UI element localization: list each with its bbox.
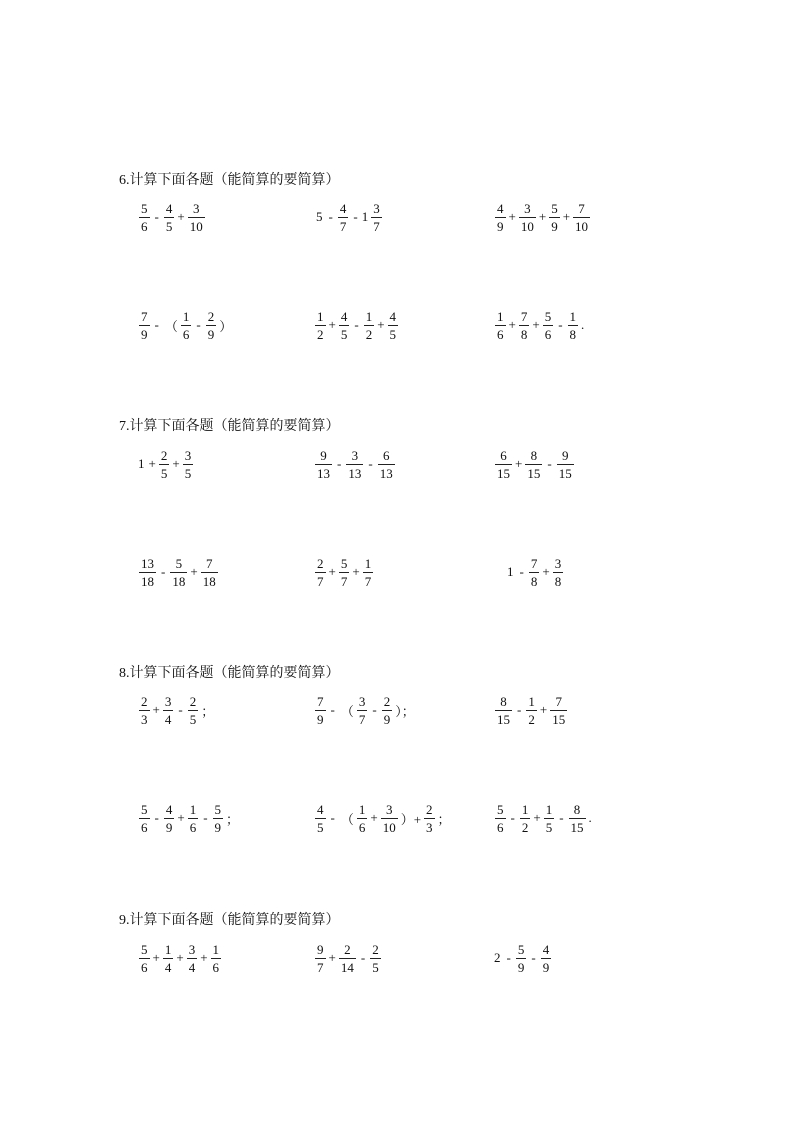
question-title: 计算下面各题（能简算的要简算） [129,665,340,681]
denominator: 6 [358,819,366,835]
denominator: 8 [554,573,562,589]
operator: - [330,810,335,825]
denominator: 5 [340,326,348,342]
denominator: 7 [317,959,324,975]
operator: . [581,317,585,332]
fraction [314,802,327,835]
numerator: 7 [530,555,538,571]
operator: - [178,702,183,717]
math-expression [494,691,568,729]
operator: - [510,810,515,825]
denominator: 15 [570,819,584,835]
math-expression [314,799,453,837]
math-expression [494,445,575,483]
denominator: 15 [497,711,510,727]
fraction [387,309,400,342]
numerator: 2 [141,693,148,709]
operator: + [152,950,160,965]
section-heading [119,171,340,190]
numerator: 4 [165,200,173,216]
denominator: 9 [317,711,324,727]
math-expression [138,939,222,977]
numerator: 13 [141,555,154,571]
math-expression [138,799,241,837]
denominator: 18 [141,573,154,589]
denominator: 9 [551,218,558,234]
denominator: 9 [497,218,504,234]
denominator: 13 [348,465,362,481]
fraction [314,556,327,589]
numerator: 5 [141,801,148,817]
fraction [163,201,176,234]
fraction [200,556,219,589]
operator: + [508,209,516,224]
math-expression [138,691,216,729]
numerator: 1 [569,308,577,324]
math-expression [138,306,234,344]
numerator: 7 [520,308,528,324]
numerator: 7 [550,694,567,711]
numerator: 5 [497,801,504,817]
operator: + [538,209,547,224]
operator: - [161,564,166,579]
numerator: 2 [317,555,324,571]
fraction [494,201,507,234]
numerator: 3 [188,201,205,218]
math-expression [507,553,564,591]
fraction [163,802,176,835]
numerator: 1 [317,308,324,324]
math-expression [316,198,383,236]
operator: - [154,209,159,224]
denominator: 4 [164,711,172,727]
denominator: 9 [141,326,148,342]
numerator: 2 [426,801,433,817]
denominator: 6 [544,326,552,342]
numerator: 1 [365,308,373,324]
math-expression [138,198,206,236]
math-expression [314,306,399,344]
fraction [494,309,507,342]
denominator: 9 [383,711,391,727]
question-number: 7. [119,419,130,434]
operator: - [203,810,208,825]
fraction [138,201,151,234]
numerator: 1 [182,308,190,324]
fraction [162,942,175,975]
mixed-number [362,201,383,234]
operator: + [328,564,336,579]
operator: - [196,317,201,332]
denominator: 4 [188,959,196,975]
numerator: 4 [339,200,347,216]
denominator: 5 [317,819,324,835]
numerator: 2 [207,308,215,324]
numerator: 5 [214,801,222,817]
denominator: 10 [520,218,534,234]
integer: 2 [494,950,501,965]
denominator: 9 [214,819,222,835]
fraction [337,201,350,234]
operator: + [177,209,185,224]
fraction [556,448,575,481]
numerator: 2 [339,942,356,959]
fraction [138,802,151,835]
numerator: 7 [573,201,590,218]
fraction [362,556,375,589]
operator: + [539,702,548,717]
numerator: 3 [381,802,398,819]
numerator: 5 [544,308,552,324]
denominator: 7 [373,218,380,234]
numerator: 2 [160,447,168,463]
math-expression [494,306,586,344]
operator: - [154,317,159,332]
numerator: 1 [528,693,535,709]
operator: + [200,950,208,965]
numerator: 4 [542,941,550,957]
fraction [543,802,556,835]
fraction [370,201,383,234]
math-expression [314,445,396,483]
numerator: 5 [141,200,148,216]
numerator: 8 [525,448,542,465]
numerator: 4 [340,308,348,324]
fraction [338,942,357,975]
numerator: 8 [569,802,586,819]
operator: + [176,950,184,965]
operator: - [337,456,342,471]
denominator: 6 [189,819,197,835]
fraction [381,694,394,727]
fraction [314,694,327,727]
operator: - [354,317,359,332]
numerator: 5 [551,200,558,216]
operator: + [532,317,540,332]
operator: - [558,317,563,332]
fraction [212,802,225,835]
fraction [494,448,513,481]
fraction [182,448,195,481]
denominator: 8 [569,326,577,342]
numerator: 3 [188,941,196,957]
denominator: 6 [497,819,504,835]
fraction [524,448,543,481]
operator: - [353,209,358,224]
operator: + [562,209,571,224]
fraction [205,309,218,342]
denominator: 5 [165,218,173,234]
operator: - [372,702,377,717]
denominator: 8 [530,573,538,589]
denominator: 18 [202,573,216,589]
math-expression [494,939,552,977]
denominator: 7 [364,573,372,589]
denominator: 9 [165,819,173,835]
fraction [540,942,553,975]
numerator: 5 [517,941,525,957]
integer: 1 [507,564,514,579]
operator: + [328,317,336,332]
denominator: 5 [189,711,197,727]
fraction [380,802,399,835]
math-expression [314,691,417,729]
denominator: 9 [207,326,215,342]
fraction [187,694,200,727]
numerator: 1 [521,801,529,817]
fraction [494,694,513,727]
operator: - [519,564,524,579]
denominator: 7 [339,218,347,234]
operator: ）； [395,703,415,719]
question-number: 9. [119,913,130,928]
fraction [548,201,561,234]
operator: + [352,564,360,579]
fraction [567,309,580,342]
numerator: 9 [315,448,332,465]
operator: + [177,810,185,825]
denominator: 5 [389,326,397,342]
question-title: 计算下面各题（能简算的要简算） [129,172,340,188]
denominator: 5 [545,819,553,835]
operator: - [330,702,335,717]
operator: + [542,564,550,579]
fraction [568,802,587,835]
denominator: 5 [372,959,379,975]
numerator: 8 [495,694,512,711]
operator: - [531,950,536,965]
operator: ； [437,811,451,827]
fraction [345,448,364,481]
numerator: 3 [358,693,366,709]
operator: + [377,317,385,332]
denominator: 7 [317,573,324,589]
operator: （ [340,811,354,827]
fraction [186,942,199,975]
denominator: 4 [164,959,172,975]
math-expression [138,445,194,483]
denominator: 6 [212,959,220,975]
numerator: 3 [554,555,562,571]
numerator: 3 [519,201,536,218]
fraction [528,556,541,589]
numerator: 7 [317,693,324,709]
denominator: 10 [189,218,203,234]
denominator: 7 [340,573,348,589]
fraction [518,201,537,234]
denominator: 6 [141,218,148,234]
denominator: 7 [358,711,366,727]
denominator: 15 [497,465,510,481]
fraction [314,448,333,481]
numerator: 3 [184,447,192,463]
operator: + [190,564,198,579]
fraction [138,309,151,342]
fraction [138,942,151,975]
numerator: 2 [372,941,379,957]
math-expression [314,553,374,591]
fraction [356,802,369,835]
fraction [187,201,206,234]
section-heading [119,664,340,683]
integer: 1 [138,456,145,471]
numerator: 3 [346,448,363,465]
denominator: 9 [517,959,525,975]
denominator: 10 [575,218,589,234]
fraction [138,694,151,727]
fraction [518,309,531,342]
numerator: 4 [165,801,173,817]
numerator: 1 [545,801,553,817]
numerator: 7 [201,556,218,573]
numerator: 4 [497,200,504,216]
numerator: 1 [212,941,220,957]
operator: - [517,702,522,717]
denominator: 9 [542,959,550,975]
denominator: 14 [340,959,354,975]
fraction [423,802,436,835]
fraction [494,802,507,835]
denominator: 2 [521,819,529,835]
math-expression [138,553,219,591]
fraction [363,309,376,342]
fraction [552,556,565,589]
fraction [338,309,351,342]
fraction [519,802,532,835]
denominator: 18 [172,573,186,589]
numerator: 9 [317,941,324,957]
fraction [210,942,223,975]
operator: + [152,702,160,717]
operator: + [328,950,336,965]
question-title: 计算下面各题（能简算的要简算） [129,912,340,928]
denominator: 3 [141,711,148,727]
denominator: 10 [382,819,396,835]
numerator: 1 [189,801,197,817]
fraction [369,942,382,975]
numerator: 6 [378,448,395,465]
denominator: 6 [497,326,504,342]
numerator: 2 [383,693,391,709]
numerator: 7 [141,308,148,324]
fraction [314,309,327,342]
operator: - [360,950,366,965]
fraction [377,448,396,481]
numerator: 1 [497,308,504,324]
denominator: 13 [379,465,393,481]
fraction [542,309,555,342]
denominator: 6 [141,819,148,835]
numerator: 2 [189,693,197,709]
numerator: 1 [364,555,372,571]
fraction [515,942,528,975]
math-expression [494,799,594,837]
denominator: 6 [182,326,190,342]
fraction [158,448,171,481]
numerator: 3 [373,200,380,216]
denominator: 5 [160,465,168,481]
operator: （ [340,703,354,719]
whole-part: 1 [361,209,369,224]
fraction [338,556,351,589]
question-number: 6. [119,173,130,188]
operator: - [328,209,333,224]
denominator: 15 [558,465,572,481]
operator: ； [226,811,240,827]
fraction [162,694,175,727]
fraction [549,694,568,727]
operator: + [172,456,180,471]
operator: . [588,810,592,825]
math-expression [494,198,591,236]
operator: + [508,317,516,332]
operator: ） [219,318,233,334]
question-number: 8. [119,666,130,681]
operator: - [506,950,511,965]
numerator: 1 [164,941,172,957]
fraction [187,802,200,835]
math-expression [314,939,382,977]
fraction [138,556,157,589]
integer: 5 [316,209,323,224]
fraction [169,556,188,589]
section-heading [119,911,340,930]
operator: ）+ [400,811,422,827]
numerator: 9 [557,448,574,465]
section-heading [119,417,340,436]
denominator: 8 [520,326,528,342]
numerator: 5 [340,555,348,571]
denominator: 6 [141,959,148,975]
denominator: 3 [426,819,433,835]
numerator: 1 [358,801,366,817]
numerator: 5 [170,556,187,573]
fraction [572,201,591,234]
denominator: 2 [317,326,324,342]
denominator: 2 [365,326,373,342]
numerator: 4 [389,308,397,324]
numerator: 4 [317,801,324,817]
operator: + [148,456,156,471]
operator: + [533,810,541,825]
fraction [180,309,193,342]
denominator: 2 [528,711,535,727]
operator: + [515,456,523,471]
operator: - [547,456,552,471]
fraction [314,942,327,975]
numerator: 5 [141,941,148,957]
fraction [356,694,369,727]
question-title: 计算下面各题（能简算的要简算） [129,418,340,434]
numerator: 3 [164,693,172,709]
operator: - [154,810,159,825]
operator: ； [201,703,215,719]
denominator: 15 [527,465,541,481]
operator: - [368,456,373,471]
denominator: 15 [552,711,566,727]
operator: - [559,810,564,825]
operator: （ [164,318,178,334]
denominator: 5 [184,465,192,481]
denominator: 13 [317,465,330,481]
fraction [525,694,538,727]
numerator: 6 [495,448,512,465]
operator: + [370,810,378,825]
